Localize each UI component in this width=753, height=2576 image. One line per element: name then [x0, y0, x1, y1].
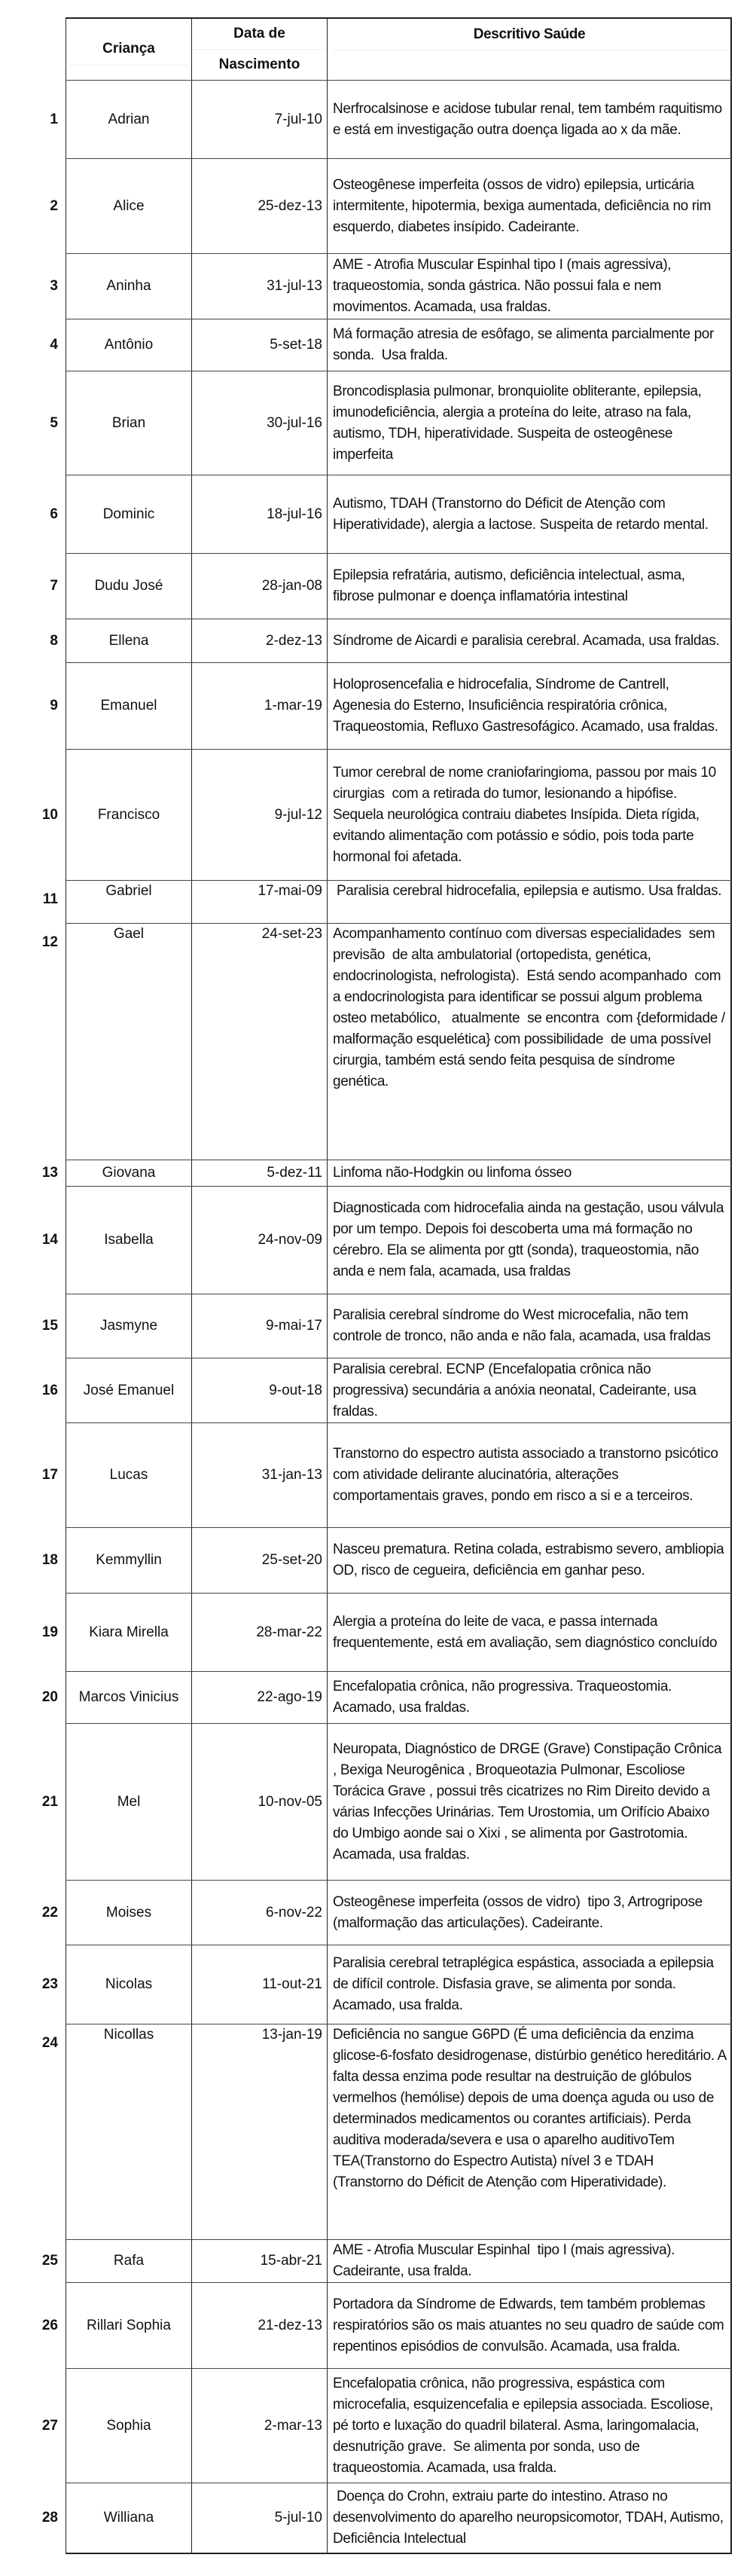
table-row — [50, 663, 732, 750]
birth-date: 30-jul-16 — [191, 371, 327, 475]
health-description-text: Linfoma não-Hodgkin ou linfoma ósseo — [333, 1165, 572, 1181]
row-number: 21 — [41, 1793, 58, 1810]
row-number: 3 — [50, 278, 58, 294]
table-row — [41, 1594, 732, 1672]
row-number: 20 — [41, 1689, 58, 1705]
birth-date: 9-jul-12 — [191, 750, 327, 880]
health-description-text: Holoprosencefalia e hidrocefalia, Síndrome de Cantrell, Agenesia do Esterno, Insuficiência respiratória crônica, Traqueostomia, Refluxo Gastresofágico. Acamado, usa fraldas. — [333, 677, 718, 735]
table-row — [42, 881, 732, 924]
health-description-text: Deficiência no sangue G6PD (É uma deficiência da enzima glicose-6-fosfato desidrogenase, distúrbio genético hereditário. A falta dessa enzima pode resultar na destruição de glóbulos vermelhos (hemólise) depois de uma doença aguda ou uso de determinados medicamentos ou corantes artificiais). Perda auditiva moderada/severa e usa o aparelho auditivoTem TEA(Transtorno do Espectro Autista) nível 3 e TDAH (Transtorno do Déficit de Atenção com Hiperatividade). — [333, 2027, 730, 2190]
birth-date: 17-mai-09 — [191, 881, 327, 923]
row-number: 10 — [41, 806, 58, 823]
row-number: 16 — [41, 1382, 58, 1398]
row-number: 28 — [41, 2510, 58, 2526]
health-description-text: Paralisia cerebral síndrome do West microcefalia, não tem controle de tronco, não anda e não fala, acamada, usa fraldas — [333, 1307, 711, 1344]
child-name: Emanuel — [66, 663, 191, 749]
health-description — [327, 924, 732, 1160]
table-row — [41, 1358, 732, 1423]
birth-date: 22-ago-19 — [191, 1672, 327, 1723]
birth-date: 28-jan-08 — [191, 554, 327, 619]
table-row — [50, 254, 732, 319]
health-description-text: Neuropata, Diagnóstico de DRGE (Grave) Constipação Crônica , Bexiga Neurogênica , Broqueotazia Pulmonar, Escoliose Torácica Grave , possui três cicatrizes no Rim Direito devido a várias Infecções Urinárias. Tem Urostomia, um Orifício Abaixo do Umbigo aonde sai o Xixi , se alimenta por Gastrotomia. Acamada, usa fraldas. — [333, 1740, 726, 1862]
child-name: Lucas — [66, 1423, 191, 1527]
row-number: 8 — [50, 632, 58, 649]
health-description-text: Acompanhamento contínuo com diversas especialidades sem previsão de alta ambulatorial (ortopedista, genética, endocrinologista, nefrologista). Está sendo acompanhado com a endocrinologista para identificar se possui algum problema osteo metabólico, atualmente se encontra com {deformidade / malformação esquelética} com possibilidade de uma possível cirurgia, também está sendo feita pesquisa de síndrome genética. — [333, 926, 729, 1089]
health-description — [327, 1945, 732, 2024]
child-name: Gael — [66, 924, 191, 1160]
table-row — [41, 924, 732, 1160]
table-row — [50, 619, 732, 663]
table-row — [50, 371, 732, 475]
row-number: 18 — [41, 1552, 58, 1568]
health-description-text: Transtorno do espectro autista associado a transtorno psicótico com atividade delirante alucinatória, alterações comportamentais graves, pondo em risco a si e a terceiros. — [333, 1446, 722, 1504]
health-description-text: Síndrome de Aicardi e paralisia cerebral. Acamada, usa fraldas. — [333, 632, 720, 649]
header-date-line1: Data de — [192, 19, 327, 50]
health-description — [327, 2369, 732, 2483]
row-number: 27 — [41, 2417, 58, 2434]
birth-date: 7-jul-10 — [191, 81, 327, 158]
table-row — [41, 2240, 732, 2283]
birth-date: 21-dez-13 — [191, 2283, 327, 2368]
child-name: Nicollas — [66, 2024, 191, 2239]
row-number: 7 — [50, 578, 58, 594]
table-row — [41, 1423, 732, 1528]
table-row — [50, 81, 732, 159]
health-description-text: Má formação atresia de esôfago, se alimenta parcialmente por sonda. Usa fralda. — [333, 326, 718, 363]
row-number: 2 — [50, 197, 58, 214]
child-name: Moises — [66, 1881, 191, 1945]
row-number: 6 — [50, 506, 58, 522]
table-row — [50, 554, 732, 619]
child-name: Rillari Sophia — [66, 2283, 191, 2368]
table-row — [41, 1528, 732, 1594]
health-description-text: Broncodisplasia pulmonar, bronquiolite obliterante, epilepsia, imunodeficiência, alergia a proteína do leite, atraso na fala, autismo, TDH, hiperatividade. Suspeita de osteogênese imperfeita — [333, 383, 706, 463]
row-number: 13 — [41, 1165, 58, 1181]
child-name: Rafa — [66, 2240, 191, 2282]
health-description-text: Doença do Crohn, extraiu parte do intestino. Atraso no desenvolvimento do aparelho neuropsicomotor, TDAH, Autismo, Deficiência Intelectual — [333, 2489, 727, 2547]
header-desc-label: Descritivo Saúde — [333, 19, 726, 50]
health-description — [327, 663, 732, 749]
row-number: 14 — [41, 1232, 58, 1248]
child-name: Brian — [66, 371, 191, 475]
child-name: José Emanuel — [66, 1358, 191, 1422]
row-number: 19 — [41, 1624, 58, 1640]
table-row — [41, 1724, 732, 1881]
child-name: Gabriel — [66, 881, 191, 923]
table-row — [41, 2369, 732, 2483]
child-name: Kemmyllin — [66, 1528, 191, 1593]
health-description — [327, 475, 732, 553]
birth-date: 6-nov-22 — [191, 1881, 327, 1945]
child-name: Alice — [66, 159, 191, 253]
birth-date: 2-mar-13 — [191, 2369, 327, 2483]
table-row — [41, 1294, 732, 1358]
child-name: Giovana — [66, 1160, 191, 1186]
row-number: 17 — [41, 1467, 58, 1483]
child-name: Jasmyne — [66, 1294, 191, 1358]
birth-date: 2-dez-13 — [191, 619, 327, 662]
health-description-text: Tumor cerebral de nome craniofaringioma, passou por mais 10 cirurgias com a retirada do tumor, lesionando a hipófise. Sequela neurológica contraiu diabetes Insípida. Dieta rígida, evitando alimentação com potássio e sódio, pois toda parte hormonal foi afetada. — [333, 764, 720, 865]
row-number: 12 — [41, 934, 58, 950]
table-row — [41, 1945, 732, 2024]
health-description — [327, 1358, 732, 1422]
row-number: 24 — [41, 2035, 58, 2051]
row-number: 1 — [50, 111, 58, 127]
health-description-text: Autismo, TDAH (Transtorno do Déficit de Atenção com Hiperatividade), alergia a lactose. Suspeita de retardo mental. — [333, 495, 709, 533]
health-description — [327, 1160, 732, 1186]
child-name: Nicolas — [66, 1945, 191, 2024]
birth-date: 5-dez-11 — [191, 1160, 327, 1186]
birth-date: 28-mar-22 — [191, 1594, 327, 1671]
child-name: Marcos Vinicius — [66, 1672, 191, 1723]
health-description — [327, 371, 732, 475]
table-row — [41, 1881, 732, 1945]
health-description — [327, 2240, 732, 2282]
health-description — [327, 554, 732, 619]
health-description — [327, 1672, 732, 1723]
health-description — [327, 1423, 732, 1527]
health-description — [327, 254, 732, 319]
child-name: Adrian — [66, 81, 191, 158]
row-number: 4 — [50, 337, 58, 353]
birth-date: 31-jul-13 — [191, 254, 327, 319]
child-name: Williana — [66, 2483, 191, 2553]
birth-date: 24-set-23 — [191, 924, 327, 1160]
health-description — [327, 1294, 732, 1358]
row-number: 22 — [41, 1904, 58, 1921]
health-description — [327, 1724, 732, 1880]
table-row — [50, 159, 732, 254]
row-number: 25 — [41, 2253, 58, 2269]
health-description-text: Encefalopatia crônica, não progressiva, espástica com microcefalia, esquizencefalia e epilepsia associada. Escoliose, pé torto e luxação do quadril bilateral. Asma, laringomalacia, desnutrição grave. Se alimenta por sonda, uso de traqueostomia. Acamada, usa fralda. — [333, 2375, 717, 2476]
header-date-line2: Nascimento — [218, 57, 300, 72]
health-description-text: AME - Atrofia Muscular Espinhal tipo I (mais agressiva). Cadeirante, usa fralda. — [333, 2242, 679, 2279]
child-name: Dominic — [66, 475, 191, 553]
child-name: Dudu José — [66, 554, 191, 619]
table-header — [66, 19, 732, 81]
health-description-text: Diagnosticada com hidrocefalia ainda na gestação, usou válvula por um tempo. Depois foi descoberta uma má formação no cérebro. Ela se alimenta por gtt (sonda), traqueostomia, não anda e nem fala, acamada, usa fraldas — [333, 1200, 728, 1279]
child-name: Aninha — [66, 254, 191, 319]
header-child-label: Criança — [69, 34, 188, 66]
birth-date: 9-mai-17 — [191, 1294, 327, 1358]
birth-date: 1-mar-19 — [191, 663, 327, 749]
health-description — [327, 1881, 732, 1945]
row-number: 15 — [41, 1318, 58, 1334]
header-cell-birthdate — [191, 19, 327, 80]
child-name: Sophia — [66, 2369, 191, 2483]
row-number: 11 — [42, 891, 58, 907]
table-row — [41, 1160, 732, 1187]
child-name: Mel — [66, 1724, 191, 1880]
birth-date: 5-jul-10 — [191, 2483, 327, 2553]
children-health-table — [41, 17, 732, 2554]
health-description-text: Paralisia cerebral tetraplégica espástica, associada a epilepsia de difícil controle. Disfasia grave, se alimenta por sonda. Acamado, usa fralda. — [333, 1955, 718, 2013]
birth-date: 25-set-20 — [191, 1528, 327, 1593]
table-row — [41, 750, 732, 881]
table-row — [50, 319, 732, 371]
table-row — [50, 475, 732, 554]
birth-date: 25-dez-13 — [191, 159, 327, 253]
health-description — [327, 81, 732, 158]
health-description-text: Paralisia cerebral. ECNP (Encefalopatia crônica não progressiva) secundária a anóxia neonatal, Cadeirante, usa fraldas. — [333, 1361, 700, 1419]
table-row — [41, 2483, 732, 2553]
health-description-text: Paralisia cerebral hidrocefalia, epilepsia e autismo. Usa fraldas. — [333, 883, 722, 899]
child-name: Ellena — [66, 619, 191, 662]
health-description-text: Encefalopatia crônica, não progressiva. Traqueostomia. Acamado, usa fraldas. — [333, 1679, 675, 1716]
birth-date: 11-out-21 — [191, 1945, 327, 2024]
health-description-text: Osteogênese imperfeita (ossos de vidro) epilepsia, urticária intermitente, hipotermia, bexiga aumentada, deficiência no rim esquerdo, diabetes insípido. Cadeirante. — [333, 176, 715, 235]
table-row — [41, 1672, 732, 1724]
row-number: 9 — [50, 698, 58, 714]
health-description — [327, 2283, 732, 2368]
row-number: 26 — [41, 2317, 58, 2333]
health-description-text: Alergia a proteína do leite de vaca, e passa internada frequentemente, está em avaliação, sem diagnóstico concluído — [333, 1613, 718, 1651]
child-name: Kiara Mirella — [66, 1594, 191, 1671]
birth-date: 13-jan-19 — [191, 2024, 327, 2239]
health-description — [327, 1187, 732, 1294]
birth-date: 9-out-18 — [191, 1358, 327, 1422]
birth-date: 18-jul-16 — [191, 475, 327, 553]
health-description-text: Portadora da Síndrome de Edwards, tem também problemas respiratórios são os mais atuantes no seu quadro de saúde com repentinos episódios de convulsão. Acamada, usa fralda. — [333, 2296, 728, 2354]
health-description — [327, 881, 732, 923]
birth-date: 10-nov-05 — [191, 1724, 327, 1880]
health-description — [327, 319, 732, 371]
health-description — [327, 1594, 732, 1671]
birth-date: 15-abr-21 — [191, 2240, 327, 2282]
table-row — [41, 2283, 732, 2369]
table-row — [41, 1187, 732, 1294]
child-name: Antônio — [66, 319, 191, 371]
health-description-text: Osteogênese imperfeita (ossos de vidro) tipo 3, Artrogripose (malformação das articulações). Cadeirante. — [333, 1893, 706, 1931]
child-name: Francisco — [66, 750, 191, 880]
health-description — [327, 2024, 732, 2239]
health-description — [327, 619, 732, 662]
birth-date: 31-jan-13 — [191, 1423, 327, 1527]
header-cell-description — [327, 19, 732, 80]
row-number: 23 — [41, 1976, 58, 1992]
health-description-text: Nasceu prematura. Retina colada, estrabismo severo, ambliopia OD, risco de cegueira, deficiência em ganhar peso. — [333, 1542, 728, 1578]
health-description — [327, 159, 732, 253]
row-number: 5 — [50, 414, 58, 431]
table-row — [41, 2024, 732, 2240]
birth-date: 5-set-18 — [191, 319, 327, 371]
header-cell-child — [66, 19, 191, 80]
birth-date: 24-nov-09 — [191, 1187, 327, 1294]
health-description — [327, 1528, 732, 1593]
health-description — [327, 2483, 732, 2553]
child-name: Isabella — [66, 1187, 191, 1294]
health-description-text: AME - Atrofia Muscular Espinhal tipo I (mais agressiva), traqueostomia, sonda gástrica. Não possui fala e nem movimentos. Acamada, usa fraldas. — [333, 257, 675, 315]
health-description-text: Nerfrocalsinose e acidose tubular renal, tem também raquitismo e está em investigação outra doença ligada ao x da mãe. — [333, 100, 726, 138]
health-description-text: Epilepsia refratária, autismo, deficiência intelectual, asma, fibrose pulmonar e doença inflamatória intestinal — [333, 567, 689, 604]
health-description — [327, 750, 732, 880]
